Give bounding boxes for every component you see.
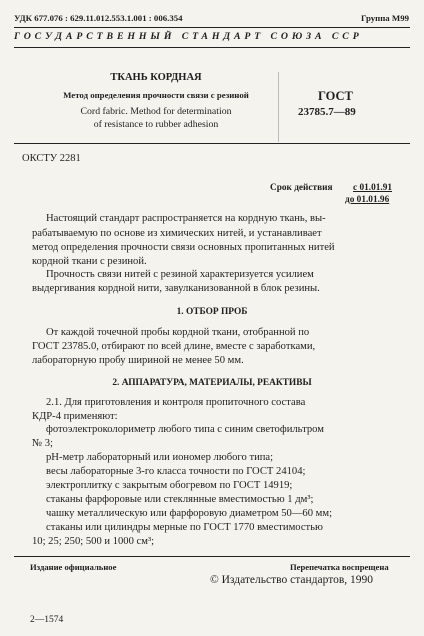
validity-label: Срок действия	[270, 183, 333, 193]
intro-p1-line: рабатываемую по основе из химических нитей, и устанавливает	[32, 228, 322, 239]
equipment-item: стаканы или цилиндры мерные по ГОСТ 1770 вместимостью	[46, 522, 323, 533]
section-1-line: ГОСТ 23785.0, отбирают по всей длине, вместе с заработками,	[32, 341, 316, 352]
footer-rule	[14, 556, 410, 557]
intro-p2-line: Прочность связи нитей с резиной характеризуется усилием	[46, 269, 314, 280]
group-code: Группа М99	[360, 13, 409, 23]
equipment-item: весы лабораторные 3-го класса точности по ГОСТ 24104;	[46, 466, 306, 477]
intro-p1-line: Настоящий стандарт распространяется на кордную ткань, вы-	[46, 213, 326, 224]
equipment-item: чашку металлическую или фарфоровую диаметром 50—60 мм;	[46, 508, 333, 519]
english-title-line2: of resistance to rubber adhesion	[93, 119, 219, 130]
reprint-prohibited: Перепечатка воспрещена	[290, 562, 389, 572]
intro-p2-line: выдергивания кордной нити, завулканизованной в блок резины.	[32, 283, 320, 294]
equipment-item: фотоэлектроколориметр любого типа с синим светофильтром	[46, 424, 324, 435]
publisher-copyright: © Издательство стандартов, 1990	[210, 574, 374, 586]
gost-label: ГОСТ	[318, 89, 353, 103]
validity-to: до 01.01.96	[345, 195, 390, 205]
standard-title: ТКАНЬ КОРДНАЯ	[110, 72, 202, 83]
section-2-line: 2.1. Для приготовления и контроля пропиточного состава	[46, 397, 306, 408]
okstu-code: ОКСТУ 2281	[22, 153, 81, 164]
equipment-item: стаканы фарфоровые или стеклянные вместимостью 1 дм³;	[46, 494, 314, 505]
gost-number: 23785.7—89	[298, 106, 356, 118]
section-2-line: КДР-4 применяют:	[32, 411, 118, 422]
equipment-item: рН-метр лабораторный или иономер любого типа;	[46, 452, 274, 463]
official-edition: Издание официальное	[30, 562, 117, 572]
udk-code: УДК 677.076 : 629.11.012.553.1.001 : 006.354	[14, 13, 183, 23]
section-1-heading: 1. ОТБОР ПРОБ	[176, 307, 248, 317]
validity-from: с 01.01.91	[353, 183, 392, 193]
title-divider	[278, 72, 279, 142]
equipment-item: электроплитку с закрытым обогревом по ГОСТ 14919;	[46, 480, 293, 491]
standard-subtitle: Метод определения прочности связи с резиной	[63, 90, 249, 100]
page-code: 2—1574	[30, 615, 64, 625]
organization-line: ГОСУДАРСТВЕННЫЙ СТАНДАРТ СОЮЗА ССР	[14, 31, 363, 42]
section-1-line: лабораторную пробу шириной не менее 50 мм.	[32, 355, 244, 366]
equipment-item-cont: № 3;	[32, 438, 53, 449]
section-2-heading: 2. АППАРАТУРА, МАТЕРИАЛЫ, РЕАКТИВЫ	[112, 378, 312, 388]
intro-p1-line: метод определения прочности связи основных пропитанных нитей	[32, 242, 335, 253]
intro-p1-line: кордной ткани с резиной.	[32, 256, 147, 267]
english-title-line1: Cord fabric. Method for determination	[80, 106, 232, 117]
header-rule-bottom	[14, 47, 410, 48]
header-rule-top	[14, 27, 410, 28]
equipment-item-cont: 10; 25; 250; 500 и 1000 см³;	[32, 536, 155, 547]
section-1-line: От каждой точечной пробы кордной ткани, отобранной по	[46, 327, 310, 338]
title-rule	[14, 143, 410, 144]
